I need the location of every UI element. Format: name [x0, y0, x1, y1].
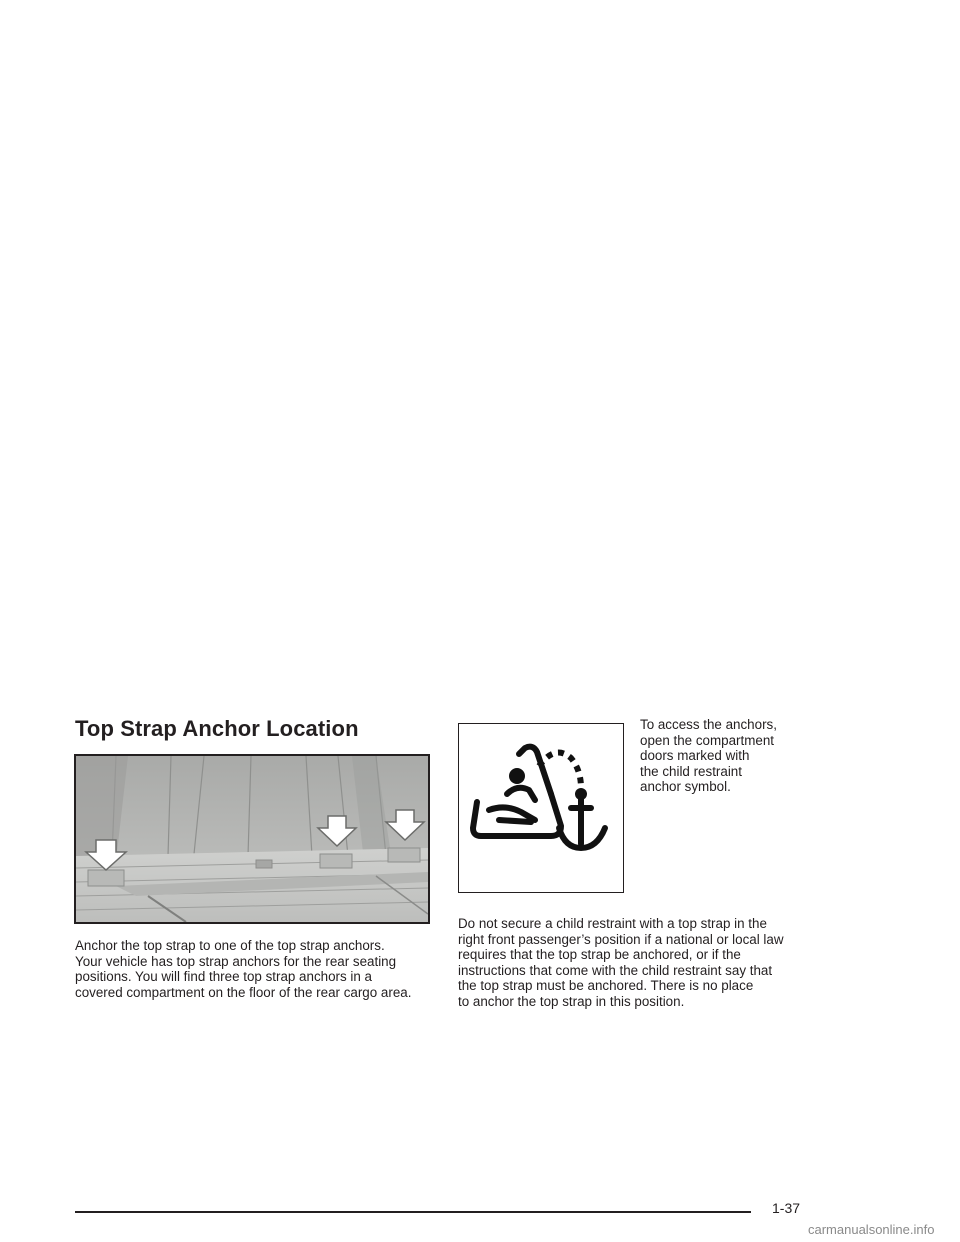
front-passenger-warning-paragraph: Do not secure a child restraint with a top strap in the right front passenger’s position if a national or local law requires that the top strap be anchored, or if the instructions that come with the child restraint say that the top strap must be anchored. There is no place to anchor the top strap in this position.: [458, 916, 784, 1009]
footer-rule: [75, 1211, 751, 1213]
anchor-location-paragraph: Anchor the top strap to one of the top strap anchors. Your vehicle has top strap anchors for the rear seating positions. You will find three top strap anchors in a covered compartment on the floor of the rear cargo area.: [75, 938, 412, 1000]
page-number: 1-37: [772, 1200, 801, 1216]
access-anchors-paragraph: To access the anchors, open the compartment doors marked with the child restraint anchor symbol.: [640, 717, 777, 795]
watermark[interactable]: carmanualsonline.info: [808, 1222, 935, 1237]
page-title: Top Strap Anchor Location: [75, 716, 359, 741]
cargo-floor-photo: [74, 754, 430, 924]
child-restraint-anchor-icon: [458, 723, 624, 893]
